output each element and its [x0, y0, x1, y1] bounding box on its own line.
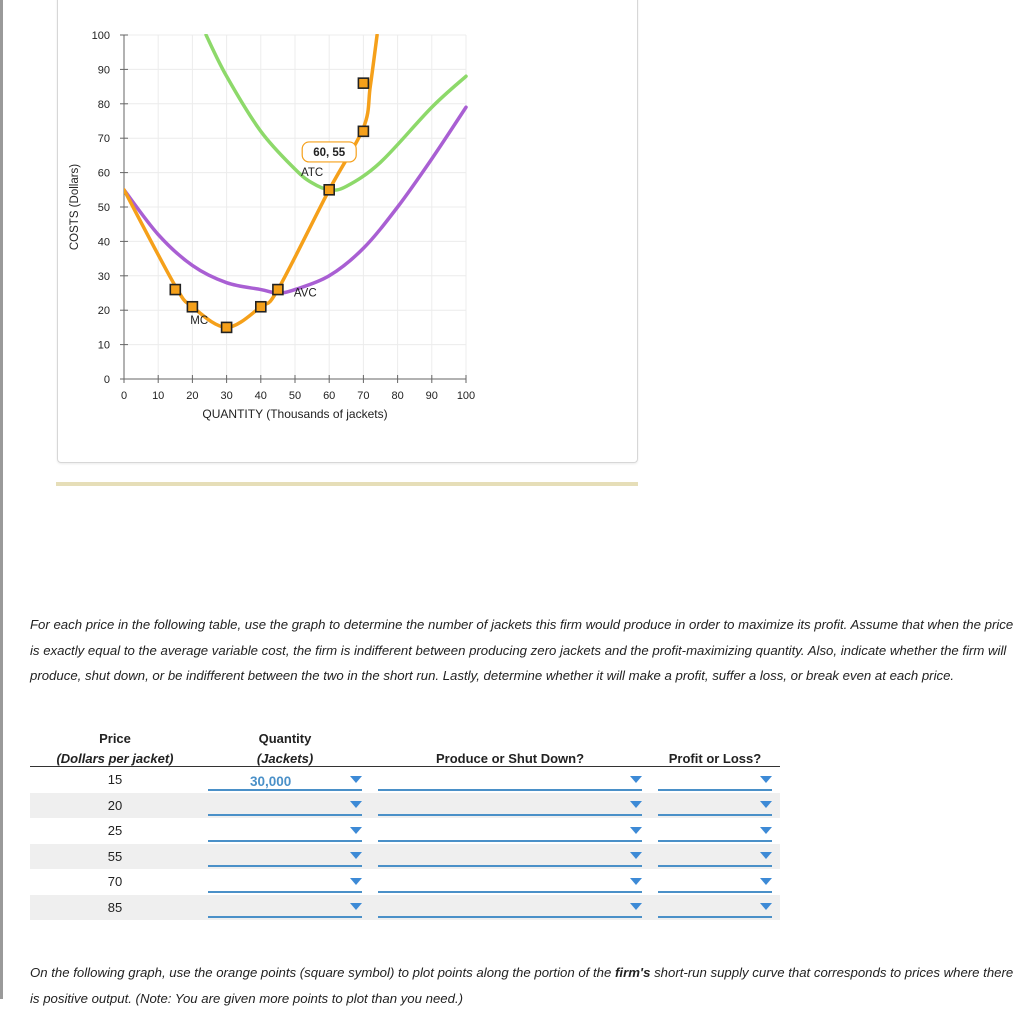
- y-tick-label: 60: [97, 167, 110, 180]
- x-tick-label: 40: [254, 390, 267, 402]
- y-tick-label: 20: [97, 305, 110, 318]
- produce-select[interactable]: [378, 794, 642, 816]
- price-units-header: (Dollars per jacket): [30, 746, 200, 767]
- chevron-down-icon: [760, 827, 772, 834]
- quantity-header: Quantity: [258, 731, 312, 746]
- section-divider: [56, 482, 638, 486]
- y-tick-label: 50: [97, 202, 110, 214]
- x-tick-label: 30: [220, 390, 233, 402]
- quantity-select[interactable]: [208, 871, 362, 893]
- avc-label: AVC: [293, 287, 317, 300]
- mc-point-marker: [324, 185, 334, 195]
- price-cell: 55: [30, 844, 200, 870]
- chevron-down-icon: [350, 852, 362, 859]
- mc-point-marker: [273, 285, 283, 295]
- produce-select[interactable]: [378, 845, 642, 867]
- price-cell: 25: [107, 823, 123, 839]
- price-cell: 15: [107, 772, 123, 788]
- price-cell: 70: [107, 874, 123, 890]
- x-axis-title: QUANTITY (Thousands of jackets): [202, 407, 388, 421]
- chevron-down-icon: [350, 903, 362, 910]
- table-row: [30, 869, 780, 895]
- quantity-select[interactable]: [208, 794, 362, 816]
- table-row: [30, 844, 780, 870]
- mc-label: MC: [190, 314, 209, 327]
- cost-curves-chart: [57, 0, 638, 463]
- price-cell: 85: [30, 895, 200, 921]
- x-tick-label: 20: [186, 390, 199, 402]
- profit-select[interactable]: [658, 896, 772, 918]
- quantity-select[interactable]: [208, 769, 362, 791]
- mc-point-marker: [358, 78, 368, 88]
- quantity-units-header: (Jackets): [200, 746, 370, 767]
- x-tick-label: 100: [456, 390, 476, 402]
- chevron-down-icon: [760, 878, 772, 885]
- supply-curve-instructions: On the following graph, use the orange points (square symbol) to plot points along the portion of the firm's short-run supply curve that corresponds to prices where there is positive output. (Note: You are given more points to plot than you need.): [30, 965, 1014, 1006]
- price-header: Price: [99, 731, 131, 746]
- profit-select[interactable]: [658, 820, 772, 842]
- x-tick-label: 60: [323, 390, 336, 402]
- y-tick-label: 90: [97, 64, 110, 77]
- produce-header: Produce or Shut Down?: [370, 746, 650, 767]
- y-tick-label: 100: [91, 30, 110, 42]
- quantity-select[interactable]: [208, 845, 362, 867]
- table-row: [30, 818, 780, 844]
- mc-point-marker: [187, 302, 197, 312]
- produce-select[interactable]: [378, 896, 642, 918]
- chevron-down-icon: [760, 852, 772, 859]
- chevron-down-icon: [350, 801, 362, 808]
- chevron-down-icon: [760, 903, 772, 910]
- x-tick-label: 80: [391, 390, 404, 402]
- answer-table: [30, 726, 780, 920]
- chevron-down-icon: [350, 878, 362, 885]
- y-tick-label: 10: [97, 339, 110, 352]
- produce-select[interactable]: [378, 820, 642, 842]
- chevron-down-icon: [350, 776, 362, 783]
- x-tick-label: 0: [120, 390, 128, 402]
- x-tick-label: 10: [152, 390, 165, 402]
- chevron-down-icon: [760, 776, 772, 783]
- y-tick-label: 30: [97, 270, 110, 283]
- price-cell: 20: [30, 793, 200, 819]
- profit-select[interactable]: [658, 769, 772, 791]
- chart-svg: [58, 0, 637, 462]
- chevron-down-icon: [350, 827, 362, 834]
- mc-point-marker: [170, 285, 180, 295]
- y-tick-label: 40: [97, 236, 110, 249]
- mc-point-marker: [222, 322, 232, 332]
- mc-point-marker: [358, 126, 368, 136]
- y-tick-label: 70: [97, 133, 110, 146]
- chevron-down-icon: [630, 903, 642, 910]
- y-tick-label: 80: [97, 98, 110, 111]
- table-row: [30, 895, 780, 921]
- chevron-down-icon: [630, 878, 642, 885]
- instructions-text: For each price in the following table, use the graph to determine the number of jackets this firm would produce in order to maximize its profit. Assume that when the price is exactly equal to the average variable cost, the firm is indifferent between producing zero jackets and the profit-maximizing quantity. Also, indicate whether the firm will produce, shut down, or be indifferent between the two in the short run. Lastly, determine whether it will make a profit, suffer a loss, or break even at each price.: [30, 617, 1014, 683]
- page-left-border: [0, 0, 3, 999]
- quantity-select[interactable]: [208, 820, 362, 842]
- x-tick-label: 70: [357, 390, 370, 402]
- chevron-down-icon: [630, 852, 642, 859]
- profit-select[interactable]: [658, 794, 772, 816]
- tooltip-text: 60, 55: [313, 146, 346, 159]
- produce-select[interactable]: [378, 871, 642, 893]
- mc-curve: [124, 35, 377, 327]
- atc-label: ATC: [301, 167, 324, 180]
- x-tick-label: 50: [288, 390, 302, 402]
- quantity-value: 30,000: [250, 773, 292, 789]
- produce-select[interactable]: [378, 769, 642, 791]
- profit-header: Profit or Loss?: [650, 746, 780, 767]
- chevron-down-icon: [760, 801, 772, 808]
- table-row: [30, 767, 780, 793]
- table-row: [30, 793, 780, 819]
- profit-select[interactable]: [658, 845, 772, 867]
- mc-point-marker: [256, 302, 266, 312]
- y-tick-label: 0: [103, 374, 110, 386]
- profit-select[interactable]: [658, 871, 772, 893]
- quantity-select[interactable]: [208, 896, 362, 918]
- x-tick-label: 90: [425, 390, 438, 402]
- chevron-down-icon: [630, 827, 642, 834]
- y-axis-title: COSTS (Dollars): [69, 163, 81, 251]
- chevron-down-icon: [630, 801, 642, 808]
- chevron-down-icon: [630, 776, 642, 783]
